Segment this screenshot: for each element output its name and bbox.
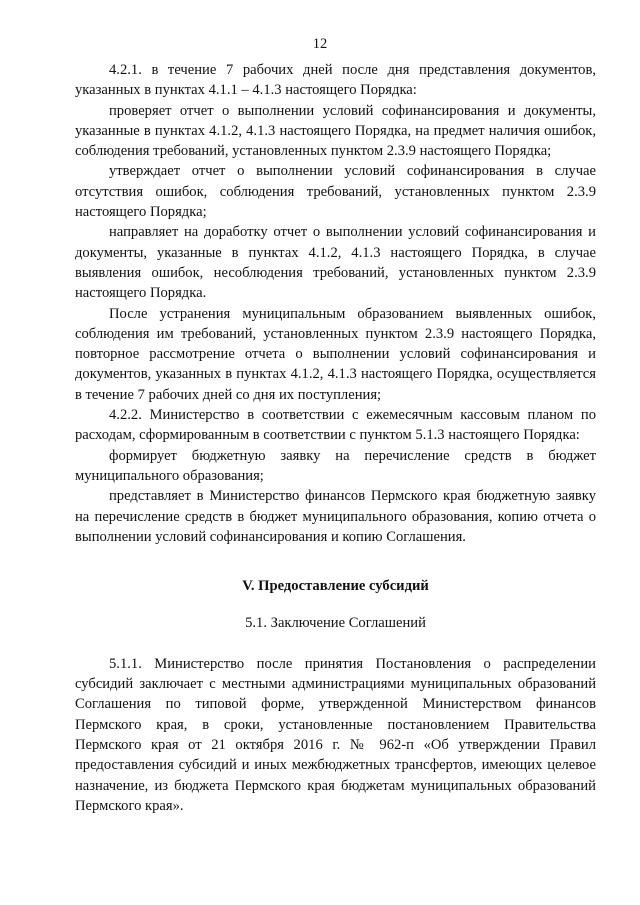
paragraph-after-correction: После устранения муниципальным образованием выявленных ошибок, соблюдения им требований, установленных пунктом 2.3.9 настоящего Порядка, повторное рассмотрение отчета о выполнении условий софинансирования и документов, указанных в пунктах 4.1.2, 4.1.3 настоящего Порядка, осуществляется в течение 7 рабочих дней со дня их поступления;: [75, 305, 596, 403]
page-number: 12: [312, 36, 328, 52]
document-body: [75, 60, 596, 816]
paragraph-check-report: проверяет отчет о выполнении условий софинансирования и документы, указанные в пунктах 4.1.2, 4.1.3 настоящего Порядка, на предмет наличия ошибок, соблюдения требований, установленных пунктом 2.3.9 настоящего Порядка;: [75, 102, 596, 160]
section-heading: V. Предоставление субсидий: [242, 578, 429, 595]
paragraph-form-request: формирует бюджетную заявку на перечисление средств в бюджет муниципального образования;: [75, 447, 596, 484]
paragraph-return-report: направляет на доработку отчет о выполнении условий софинансирования и документы, указанные в пунктах 4.1.2, 4.1.3 настоящего Порядка, в случае выявления ошибок, несоблюдения требований, установленных пунктом 2.3.9 настоящего Порядка.: [75, 224, 596, 302]
paragraph-approve-report: утверждает отчет о выполнении условий софинансирования в случае отсутствия ошибок, соблюдения требований, установленных пунктом 2.3.9 настоящего Порядка;: [75, 163, 596, 221]
paragraph-4-2-1: 4.2.1. в течение 7 рабочих дней после дня представления документов, указанных в пунктах 4.1.1 – 4.1.3 настоящего Порядка:: [75, 62, 596, 99]
paragraph-5-1-1: 5.1.1. Министерство после принятия Постановления о распределении субсидий заключает с местными администрациями муниципальных образований Соглашения по типовой форме, утвержденной Министерством финансов Пермского края, в сроки, установленные постановлением Правительства Пермского края от 21 октября 2016 г. № 962-п «Об утверждении Правил предоставления субсидий и иных межбюджетных трансфертов, имеющих целевое назначение, из бюджета Пермского края бюджетам муниципальных образований Пермского края».: [75, 655, 596, 814]
paragraph-submit-request: представляет в Министерство финансов Пермского края бюджетную заявку на перечисление средств в бюджет муниципального образования, копию отчета о выполнении условий софинансирования и копию Соглашения.: [75, 488, 596, 545]
subsection-heading: 5.1. Заключение Соглашений: [245, 615, 426, 632]
paragraph-4-2-2: 4.2.2. Министерство в соответствии с ежемесячным кассовым планом по расходам, сформированным в соответствии с пунктом 5.1.3 настоящего Порядка:: [75, 407, 596, 444]
